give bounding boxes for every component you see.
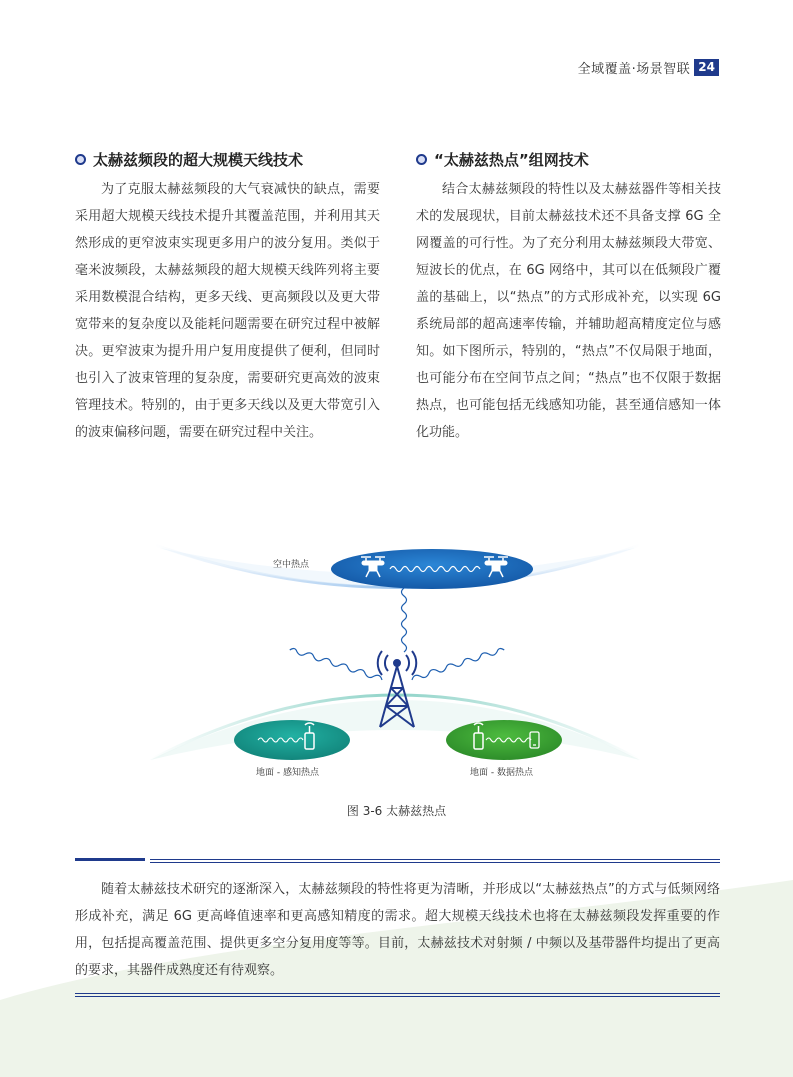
page-number: 24: [694, 59, 719, 76]
left-section: [75, 148, 380, 446]
right-section: [416, 148, 721, 446]
right-section-heading: [416, 148, 721, 170]
header-title: 全域覆盖·场景智联: [577, 62, 691, 77]
left-section-body: 为了克服太赫兹频段的大气衰减快的缺点，需要采用超大规模天线技术提升其覆盖范围，并利用其天然形成的更窄波束实现更多用户的波分复用。类似于毫米波频段，太赫兹频段的超大规模天线阵列将主要采用数模混合结构，更多天线、更高频段以及更大带宽带来的复杂度以及能耗问题需要在研究过程中被解决。更窄波束为提升用户复用度提供了便利，但同时也引入了波束管理的复杂度，需要研究更高效的波束管理技术。特别的，由于更多天线以及更大带宽引入的波束偏移问题，需要在研究过程中关注。: [75, 182, 380, 440]
ground-sensing-ellipse: [234, 720, 350, 760]
wave-tower-left: [289, 647, 383, 682]
wave-tower-air: [402, 588, 407, 652]
left-section-title: 太赫兹频段的超大规模天线技术: [93, 150, 304, 169]
bottom-paragraph: 随着太赫兹技术研究的逐渐深入，太赫兹频段的特性将更为清晰，并形成以“太赫兹热点”的方式与低频网络形成补充，满足 6G 更高峰值速率和更高感知精度的需求。超大规模天线技术也将在太赫兹频段发挥重要的作用，包括提高覆盖范围、提供更多空分复用度等等。目前，太赫兹技术对射频 / 中频以及基带器件均提出了更高的要求，其器件成熟度还有待观察。: [75, 882, 720, 978]
left-section-heading: [75, 148, 380, 170]
air-hotspot-label: 空中热点: [273, 560, 310, 570]
figure-caption: 图 3-6 太赫兹热点: [346, 804, 447, 818]
right-section-title: “太赫兹热点”组网技术: [434, 150, 589, 169]
terahertz-hotspot-figure: [0, 520, 793, 810]
divider-bottom: [75, 992, 720, 998]
wave-tower-right: [411, 647, 505, 682]
ground-data-label: 地面 - 数据热点: [470, 768, 533, 778]
divider-top: [75, 856, 720, 866]
ground-sensing-label: 地面 - 感知热点: [256, 768, 319, 778]
right-section-body: 结合太赫兹频段的特性以及太赫兹器件等相关技术的发展现状，目前太赫兹技术还不具备支撑 6G 全网覆盖的可行性。为了充分利用太赫兹频段大带宽、短波长的优点，在 6G 网络中，其可以在低频段广覆盖的基础上，以“热点”的方式形成补充，以实现 6G 系统局部的超高速率传输，并辅助超高精度定位与感知。如下图所示，特别的，“热点”不仅局限于地面，也可能分布在空间节点之间；“热点”也不仅限于数据热点，也可能包括无线感知功能，甚至通信感知一体化功能。: [416, 182, 721, 440]
ground-data-ellipse: [446, 720, 562, 760]
bullet-icon: [75, 154, 86, 165]
page-header: [578, 58, 719, 77]
bullet-icon: [416, 154, 427, 165]
